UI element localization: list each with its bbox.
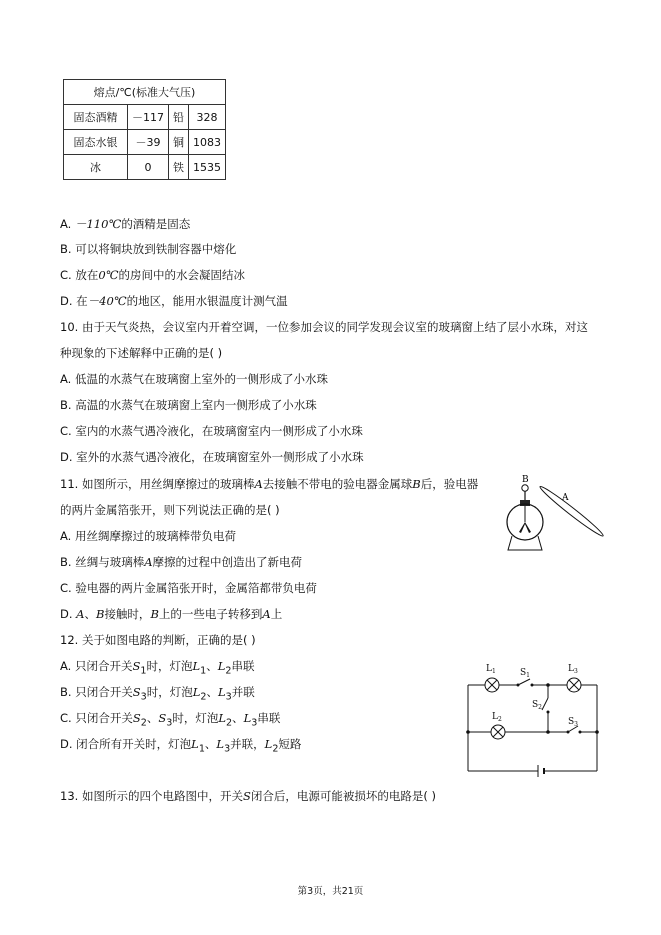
q13-stem: 13. 如图所示的四个电路图中，开关S闭合后，电源可能被损坏的电路是( ): [60, 789, 436, 803]
label-S2: $S_2$: [532, 700, 542, 711]
label-B: B: [522, 475, 529, 485]
q10-option-c: C. 室内的水蒸气遇冷液化，在玻璃窗室内一侧形成了小水珠: [60, 424, 363, 438]
electroscope-figure: [500, 470, 610, 555]
q11-option-d: D. A、B接触时，B上的一些电子转移到A上: [60, 607, 283, 621]
table-header: 熔点/℃(标准大气压): [64, 80, 226, 105]
q12-option-a: A. 只闭合开关$S_1$时，灯泡$L_1$、$L_2$串联: [60, 659, 255, 677]
q10-stem-line1: 10. 由于天气炎热，会议室内开着空调，一位参加会议的同学发现会议室的玻璃窗上结了层小水珠，对这: [60, 320, 588, 334]
q11-stem-line1: 11. 如图所示，用丝绸摩擦过的玻璃棒A去接触不带电的验电器金属球B后，验电器: [60, 477, 479, 491]
q11-option-b: B. 丝绸与玻璃棒A摩擦的过程中创造出了新电荷: [60, 555, 303, 569]
q10-option-a: A. 低温的水蒸气在玻璃窗上室外的一侧形成了小水珠: [60, 372, 328, 386]
table-row: [64, 105, 226, 130]
table-cell: 铅: [169, 105, 189, 130]
q9-option-d: D. 在－40℃的地区，能用水银温度计测气温: [60, 294, 288, 308]
table-cell: 0: [128, 155, 169, 180]
q10-option-d: D. 室外的水蒸气遇冷液化，在玻璃窗室外一侧形成了小水珠: [60, 450, 364, 464]
label-A: A: [562, 493, 569, 503]
q11-option-c: C. 验电器的两片金属箔张开时，金属箔都带负电荷: [60, 581, 317, 595]
table-cell: 铜: [169, 130, 189, 155]
table-cell: 固态水银: [64, 130, 128, 155]
q10-stem-line2: 种现象的下述解释中正确的是( ): [60, 346, 223, 360]
q9-option-c: C. 放在0℃的房间中的水会凝固结冰: [60, 268, 246, 282]
table-row: [64, 155, 226, 180]
table-cell: 固态酒精: [64, 105, 128, 130]
label-L1: $L_1$: [486, 664, 496, 675]
table-cell: －117: [128, 105, 169, 130]
circuit-diagram: [460, 658, 605, 776]
table-cell: 328: [189, 105, 226, 130]
q9-option-b: B. 可以将铜块放到铁制容器中熔化: [60, 242, 237, 256]
q11-stem-line2: 的两片金属箔张开，则下列说法正确的是( ): [60, 503, 280, 517]
table-cell: 1083: [189, 130, 226, 155]
label-L3: $L_3$: [568, 664, 578, 675]
label-S1: $S_1$: [520, 668, 530, 679]
table-cell: －39: [128, 130, 169, 155]
q12-stem: 12. 关于如图电路的判断，正确的是( ): [60, 633, 256, 647]
page-footer: 第3页，共21页: [297, 886, 364, 897]
melting-point-table: [63, 79, 226, 180]
q11-option-a: A. 用丝绸摩擦过的玻璃棒带负电荷: [60, 529, 236, 543]
q10-option-b: B. 高温的水蒸气在玻璃窗上室内一侧形成了小水珠: [60, 398, 317, 412]
table-cell: 冰: [64, 155, 128, 180]
q12-option-d: D. 闭合所有开关时，灯泡$L_1$、$L_3$并联，$L_2$短路: [60, 737, 302, 755]
label-L2: $L_2$: [492, 712, 502, 723]
q9-option-a: A. －110℃的酒精是固态: [60, 217, 191, 231]
table-row: [64, 130, 226, 155]
table-cell: 1535: [189, 155, 226, 180]
q12-option-b: B. 只闭合开关$S_3$时，灯泡$L_2$、$L_3$并联: [60, 685, 255, 703]
table-cell: 铁: [169, 155, 189, 180]
label-S3: $S_3$: [568, 717, 578, 728]
q12-option-c: C. 只闭合开关$S_2$、$S_3$时，灯泡$L_2$、$L_3$串联: [60, 711, 281, 729]
